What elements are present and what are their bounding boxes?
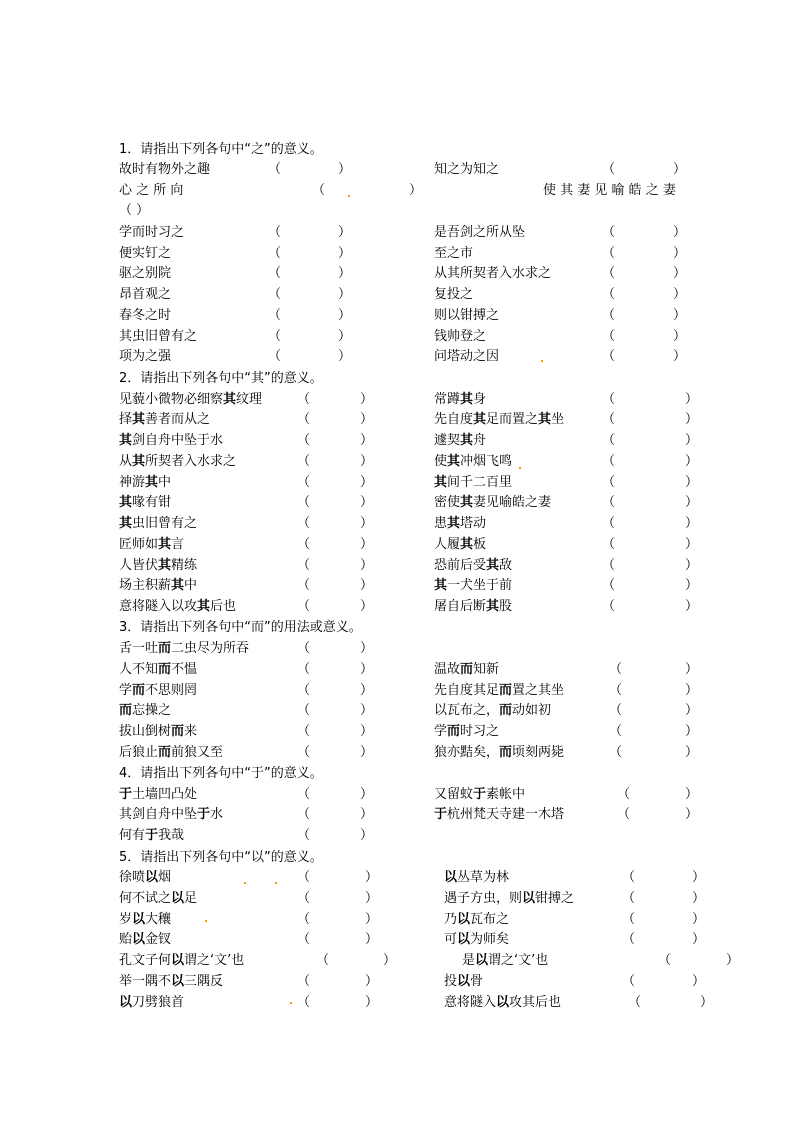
answer-paren-close[interactable]: ） (360, 599, 374, 614)
answer-paren-close[interactable]: ） (360, 745, 374, 760)
key-char: 以 (475, 953, 489, 968)
answer-paren-open[interactable]: （ (602, 433, 616, 448)
sentence: 先自度其足而置之其坐 (434, 412, 565, 427)
answer-paren-close[interactable]: ） (673, 162, 687, 177)
answer-paren-close[interactable]: ） (360, 578, 374, 593)
answer-paren-close[interactable]: ） (360, 454, 374, 469)
sentence: 问塔动之因 (434, 349, 500, 364)
sentence: 人履其板 (434, 537, 487, 552)
sentence: 驱之别院 (119, 266, 172, 281)
key-char: 以 (496, 995, 510, 1010)
key-char: 于 (473, 787, 487, 802)
sentence: 钱帅登之 (434, 329, 487, 344)
answer-paren-close[interactable]: ） (692, 932, 706, 947)
sentence: 以瓦布之，而动如初 (434, 703, 552, 718)
sentence: 何不试之以足 (119, 891, 198, 906)
key-char: 以 (457, 974, 471, 989)
answer-paren-close[interactable]: ） (692, 912, 706, 927)
sentence: 于土墙凹凸处 (119, 787, 198, 802)
answer-paren-close[interactable]: ） (338, 225, 352, 240)
sentence: 徐喷以烟 (119, 870, 172, 885)
answer-paren-close[interactable]: ） (360, 495, 374, 510)
answer-paren-open[interactable]: （ (602, 349, 616, 364)
sentence: 项为之强 (119, 349, 172, 364)
sentence: 先自度其足而置之其坐 (434, 683, 565, 698)
answer-paren-close[interactable]: ） (673, 349, 687, 364)
sentence: 意将隧入以攻其后也 (119, 599, 237, 614)
answer-paren-open[interactable]: （ (658, 953, 672, 968)
answer-paren-open[interactable]: （ (297, 870, 311, 885)
sentence: 复投之 (434, 287, 474, 302)
key-char: 以 (171, 953, 185, 968)
key-char: 而 (119, 703, 133, 718)
answer-paren-close[interactable]: ） (360, 392, 374, 407)
answer-paren-open[interactable]: （ (602, 599, 616, 614)
answer-paren-open[interactable]: （ (609, 745, 623, 760)
key-char: 其 (171, 578, 185, 593)
sentence: 乃以瓦布之 (444, 912, 510, 927)
key-char: 以 (457, 912, 471, 927)
key-char: 而 (499, 703, 513, 718)
sentence: 其虫旧曾有之 (119, 329, 198, 344)
sentence: 故时有物外之趣 (119, 162, 211, 177)
key-char: 其 (158, 558, 172, 573)
answer-paren-close[interactable]: ） (685, 787, 699, 802)
sentence: 贻以金钗 (119, 932, 172, 947)
answer-paren-open[interactable]: （ (297, 703, 311, 718)
mark-dot (290, 1002, 292, 1004)
answer-paren-open[interactable]: （ (268, 349, 282, 364)
key-char: 其 (460, 495, 474, 510)
sentence: 知之为知之 (434, 162, 500, 177)
answer-paren-close[interactable]: ） (338, 349, 352, 364)
answer-paren-close[interactable]: ） (673, 225, 687, 240)
sentence: 场主积薪其中 (119, 578, 198, 593)
sentence: 孔文子何以谓之‘文’也 (119, 953, 245, 968)
key-char: 以 (132, 912, 146, 927)
answer-paren-open[interactable]: （ (297, 891, 311, 906)
sentence: 见藐小微物必细察其纹理 (119, 392, 263, 407)
sentence: 其虫旧曾有之 (119, 516, 198, 531)
answer-paren-open[interactable]: （ (297, 745, 311, 760)
answer-paren-open[interactable]: （ (297, 932, 311, 947)
sentence: 其剑自舟中坠于水 (119, 807, 224, 822)
section-heading: 3．请指出下列各句中“而”的用法或意义。 (119, 620, 362, 635)
answer-paren-close[interactable]: ） (685, 454, 699, 469)
answer-paren-open[interactable]: （ (297, 433, 311, 448)
key-char: 以 (171, 891, 185, 906)
key-char: 其 (486, 599, 500, 614)
answer-paren-open[interactable]: （ (268, 287, 282, 302)
sentence: 遇子方虫，则以钳搏之 (444, 891, 575, 906)
mark-dot (348, 195, 350, 197)
answer-paren-open[interactable]: （ (622, 932, 636, 947)
answer-paren-close[interactable]: ） (365, 974, 379, 989)
answer-paren-close[interactable]: ） (338, 329, 352, 344)
answer-paren-close[interactable]: ） (673, 308, 687, 323)
sentence: 至之市 (434, 246, 474, 261)
answer-paren-open[interactable]: （ (297, 495, 311, 510)
key-char: 于 (434, 807, 448, 822)
answer-paren-open[interactable]: （ (297, 807, 311, 822)
answer-paren-close[interactable]: ） (692, 870, 706, 885)
key-char: 其 (473, 412, 487, 427)
key-char: 其 (460, 537, 474, 552)
sentence: 则以钳搏之 (434, 308, 500, 323)
answer-paren-close[interactable]: ） (692, 974, 706, 989)
key-char: 以 (132, 932, 146, 947)
sentence: 恐前后受其敌 (434, 558, 513, 573)
answer-paren-open[interactable]: （ (602, 495, 616, 510)
answer-paren-close[interactable]: ） (700, 995, 714, 1010)
answer-paren-close[interactable]: ） (685, 392, 699, 407)
key-char: 而 (158, 662, 172, 677)
sentence: 学而时习之 (434, 724, 500, 739)
answer-paren-open[interactable]: （ (268, 329, 282, 344)
answer-paren-close[interactable]: ） (409, 183, 423, 198)
answer-paren-close[interactable]: ） (685, 703, 699, 718)
mark-dot (275, 882, 277, 884)
answer-paren-close[interactable]: ） (685, 433, 699, 448)
answer-paren-close[interactable]: ） (338, 287, 352, 302)
answer-paren-close[interactable]: ） (360, 537, 374, 552)
answer-paren-close[interactable]: ） (685, 558, 699, 573)
answer-paren-open[interactable]: （ (602, 454, 616, 469)
key-char: 而 (158, 641, 172, 656)
key-char: 而 (171, 724, 185, 739)
key-char: 其 (132, 454, 146, 469)
key-char: 其 (460, 433, 474, 448)
section-heading: 5．请指出下列各句中“以”的意义。 (119, 850, 323, 865)
key-char: 而 (158, 745, 172, 760)
sentence: 其一犬坐于前 (434, 578, 513, 593)
sentence: 意将隧入以攻其后也 (444, 995, 562, 1010)
answer-paren-open[interactable]: （ (602, 412, 616, 427)
answer-paren-open[interactable]: （ (297, 578, 311, 593)
sentence: 是以谓之‘文’也 (462, 953, 549, 968)
key-char: 其 (486, 558, 500, 573)
sentence: 密使其妻见喻皓之妻 (434, 495, 552, 510)
answer-paren-close[interactable]: ） (365, 932, 379, 947)
answer-paren-open[interactable]: （ (297, 454, 311, 469)
key-char: 其 (447, 516, 461, 531)
key-char: 其 (538, 412, 552, 427)
answer-paren-close[interactable]: ） (383, 953, 397, 968)
answer-paren-open[interactable]: （ (628, 995, 642, 1010)
answer-paren-open[interactable]: （ (602, 537, 616, 552)
answer-paren-close[interactable]: ） (673, 287, 687, 302)
key-char: 其 (119, 433, 133, 448)
sentence: 神游其中 (119, 475, 172, 490)
answer-paren-open[interactable]: （ (297, 516, 311, 531)
sentence: 常蹲其身 (434, 392, 487, 407)
sentence: 其剑自舟中坠于水 (119, 433, 224, 448)
sentence: 人皆伏其精练 (119, 558, 198, 573)
key-char: 其 (197, 599, 211, 614)
answer-paren-open[interactable]: （ (609, 662, 623, 677)
mark-dot (541, 360, 543, 362)
answer-paren-close[interactable]: ） (360, 662, 374, 677)
sentence: 又留蚊于素帐中 (434, 787, 526, 802)
key-char: 其 (434, 475, 448, 490)
sentence: 昂首观之 (119, 287, 172, 302)
answer-paren-close[interactable]: ） (685, 807, 699, 822)
answer-paren-open[interactable]: （ (297, 912, 311, 927)
answer-paren-close[interactable]: ） (726, 953, 740, 968)
answer-paren-close[interactable]: ） (685, 475, 699, 490)
answer-paren-open[interactable]: （ (622, 974, 636, 989)
answer-paren-open[interactable]: （ (297, 787, 311, 802)
sentence: 使 其 妻 见 喻 皓 之 妻 (543, 183, 676, 198)
answer-paren-close[interactable]: ） (360, 724, 374, 739)
sentence: 温故而知新 (434, 662, 500, 677)
answer-paren-close[interactable]: ） (685, 683, 699, 698)
sentence: 于杭州梵天寺建一木塔 (434, 807, 565, 822)
answer-paren-close[interactable]: ） (365, 870, 379, 885)
sentence: 遽契其舟 (434, 433, 487, 448)
sentence: 举一隅不以三隅反 (119, 974, 224, 989)
key-char: 其 (460, 392, 474, 407)
answer-paren-close[interactable]: ） (692, 891, 706, 906)
answer-paren-close[interactable]: ） (673, 246, 687, 261)
sentence: 可以为师矣 (444, 932, 510, 947)
answer-paren-close[interactable]: ） (338, 308, 352, 323)
key-char: 以 (457, 932, 471, 947)
section-heading: 4．请指出下列各句中“于”的意义。 (119, 766, 323, 781)
answer-paren-close[interactable]: ） (365, 891, 379, 906)
key-char: 于 (145, 828, 159, 843)
answer-paren-close[interactable]: ） (685, 599, 699, 614)
key-char: 而 (499, 683, 513, 698)
answer-paren-open[interactable]: （ (609, 683, 623, 698)
answer-paren-open[interactable]: （ (297, 475, 311, 490)
answer-paren-close[interactable]: ） (673, 329, 687, 344)
sentence: 匠师如其言 (119, 537, 185, 552)
answer-paren-close[interactable]: ） (338, 266, 352, 281)
answer-paren-close[interactable]: ） (360, 558, 374, 573)
answer-paren-open[interactable]: （ (297, 683, 311, 698)
mark-dot (519, 467, 521, 469)
sentence: 便实钉之 (119, 246, 172, 261)
sentence: 择其善者而从之 (119, 412, 211, 427)
sentence: 狼亦黠矣，而顷刻两毙 (434, 745, 565, 760)
key-char: 其 (447, 454, 461, 469)
answer-paren-close[interactable]: ） (365, 912, 379, 927)
answer-paren-open[interactable]: （ (602, 392, 616, 407)
answer-paren-open[interactable]: （ (617, 787, 631, 802)
key-char: 于 (119, 787, 133, 802)
answer-paren-open[interactable]: （ (268, 225, 282, 240)
answer-paren-open[interactable]: （ (316, 953, 330, 968)
sentence: 岁以大穰 (119, 912, 172, 927)
answer-paren-open[interactable]: （ (602, 225, 616, 240)
answer-paren-close[interactable]: ） (360, 641, 374, 656)
answer-paren-close[interactable]: ） (685, 745, 699, 760)
answer-paren-open[interactable]: （ (602, 287, 616, 302)
answer-paren-open[interactable]: （ (622, 891, 636, 906)
answer-paren-close[interactable]: ） (338, 162, 352, 177)
answer-paren-open[interactable]: （ (297, 641, 311, 656)
key-char: 以 (171, 974, 185, 989)
key-char: 其 (145, 475, 159, 490)
sentence: 屠自后断其股 (434, 599, 513, 614)
sentence: 是吾剑之所从坠 (434, 225, 526, 240)
sentence: 人不知而不愠 (119, 662, 198, 677)
answer-paren-open[interactable]: （ (602, 475, 616, 490)
answer-paren-close[interactable]: ） (673, 266, 687, 281)
sentence: 后狼止而前狼又至 (119, 745, 224, 760)
sentence: 其喙有钳 (119, 495, 172, 510)
answer-paren-open[interactable]: （ (297, 662, 311, 677)
key-char: 于 (197, 807, 211, 822)
sentence: 投以骨 (444, 974, 484, 989)
answer-paren-close[interactable]: ） (360, 703, 374, 718)
answer-paren-close[interactable]: ） (685, 537, 699, 552)
answer-paren-open[interactable]: （ (602, 558, 616, 573)
key-char: 而 (499, 745, 513, 760)
answer-paren-close[interactable]: ） (338, 246, 352, 261)
key-char: 其 (223, 392, 237, 407)
key-char: 以 (444, 870, 458, 885)
sentence: 使其冲烟飞鸣 (434, 454, 513, 469)
answer-paren-open[interactable]: （ (602, 308, 616, 323)
answer-paren-open[interactable]: （ (602, 246, 616, 261)
answer-paren-close[interactable]: ） (360, 683, 374, 698)
sentence: 拔山倒树而来 (119, 724, 198, 739)
answer-paren-close[interactable]: ） (685, 724, 699, 739)
answer-paren-open[interactable]: （ (297, 828, 311, 843)
answer-paren-open[interactable]: （ (602, 578, 616, 593)
sentence: 何有于我哉 (119, 828, 185, 843)
answer-paren-close[interactable]: ） (685, 516, 699, 531)
answer-paren-open[interactable]: （ (617, 807, 631, 822)
answer-paren-open[interactable]: （ (622, 870, 636, 885)
answer-paren-close[interactable]: ） (685, 662, 699, 677)
answer-paren-open[interactable]: （ (602, 516, 616, 531)
answer-paren-open[interactable]: （ (602, 162, 616, 177)
answer-paren-close[interactable]: ） (360, 412, 374, 427)
key-char: 其 (119, 495, 133, 510)
sentence: 学而不思则罔 (119, 683, 198, 698)
section-heading: 1．请指出下列各句中“之”的意义。 (119, 142, 323, 157)
answer-paren-open[interactable]: （ (297, 599, 311, 614)
answer-paren-close[interactable]: ） (360, 475, 374, 490)
answer-paren-open[interactable]: （ (268, 266, 282, 281)
answer-paren-open[interactable]: （ (268, 162, 282, 177)
mark-dot (205, 920, 207, 922)
answer-blank[interactable]: （ ） (119, 203, 150, 218)
sentence: 从其所契者入水求之 (434, 266, 552, 281)
sentence: 学而时习之 (119, 225, 185, 240)
mark-dot (244, 882, 246, 884)
sentence: 而忘操之 (119, 703, 172, 718)
sentence: 舌一吐而二虫尽为所吞 (119, 641, 250, 656)
answer-paren-open[interactable]: （ (297, 392, 311, 407)
answer-paren-open[interactable]: （ (297, 412, 311, 427)
key-char: 而 (132, 683, 146, 698)
sentence: 以丛草为林 (444, 870, 510, 885)
answer-paren-open[interactable]: （ (297, 537, 311, 552)
answer-paren-close[interactable]: ） (360, 787, 374, 802)
answer-paren-open[interactable]: （ (297, 995, 311, 1010)
answer-paren-close[interactable]: ） (360, 433, 374, 448)
key-char: 而 (447, 724, 461, 739)
sentence: 其间千二百里 (434, 475, 513, 490)
answer-paren-close[interactable]: ） (360, 516, 374, 531)
answer-paren-close[interactable]: ） (360, 807, 374, 822)
answer-paren-close[interactable]: ） (685, 495, 699, 510)
key-char: 以 (522, 891, 536, 906)
sentence: 患其塔动 (434, 516, 487, 531)
answer-paren-close[interactable]: ） (360, 828, 374, 843)
key-char: 其 (158, 537, 172, 552)
sentence: 心 之 所 向 (119, 183, 184, 198)
key-char: 其 (132, 412, 146, 427)
key-char: 以 (145, 870, 159, 885)
answer-paren-close[interactable]: ） (685, 578, 699, 593)
answer-paren-open[interactable]: （ (609, 703, 623, 718)
answer-paren-close[interactable]: ） (365, 995, 379, 1010)
sentence: 从其所契者入水求之 (119, 454, 237, 469)
answer-paren-open[interactable]: （ (268, 246, 282, 261)
answer-paren-open[interactable]: （ (602, 266, 616, 281)
answer-paren-close[interactable]: ） (685, 412, 699, 427)
key-char: 而 (460, 662, 474, 677)
answer-paren-open[interactable]: （ (297, 974, 311, 989)
answer-paren-open[interactable]: （ (268, 308, 282, 323)
key-char: 其 (119, 516, 133, 531)
sentence: 春冬之时 (119, 308, 172, 323)
sentence: 以刀劈狼首 (119, 995, 185, 1010)
answer-paren-open[interactable]: （ (297, 724, 311, 739)
answer-paren-open[interactable]: （ (609, 724, 623, 739)
key-char: 以 (119, 995, 133, 1010)
answer-paren-open[interactable]: （ (312, 183, 326, 198)
section-heading: 2．请指出下列各句中“其”的意义。 (119, 371, 323, 386)
answer-paren-open[interactable]: （ (622, 912, 636, 927)
key-char: 其 (434, 578, 448, 593)
answer-paren-open[interactable]: （ (602, 329, 616, 344)
answer-paren-open[interactable]: （ (297, 558, 311, 573)
